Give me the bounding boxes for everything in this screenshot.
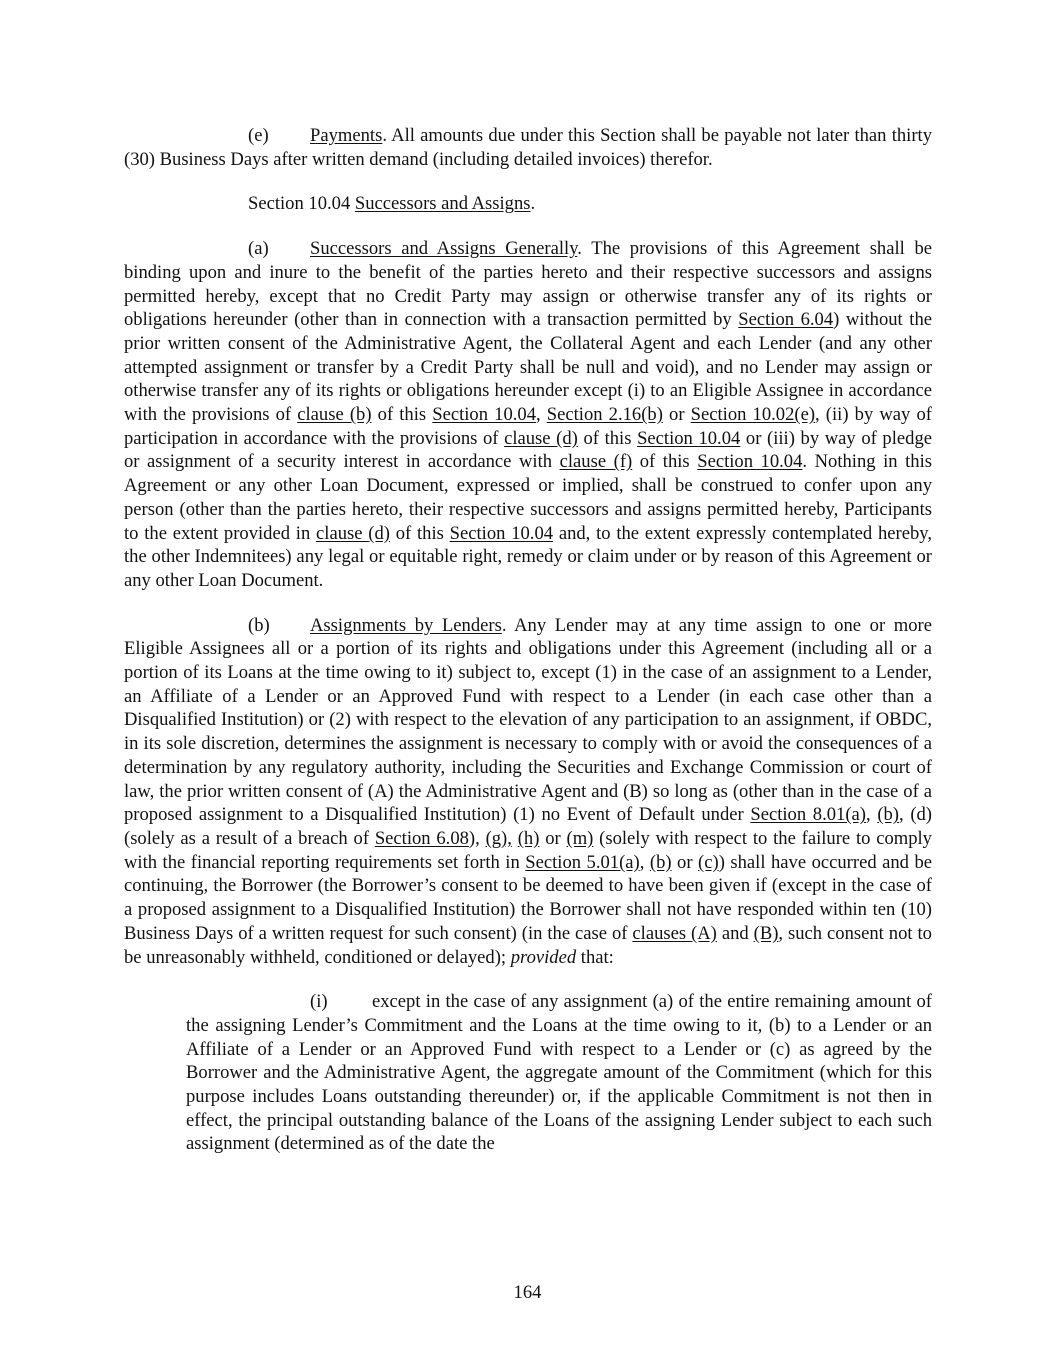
cross-reference: clauses (A) xyxy=(632,922,717,944)
cross-reference: (h) xyxy=(517,827,540,849)
paragraph-b: (b) Assignments by Lenders. Any Lender may at any time assign to one or more Eligible Assignees all or a portion of its rights and obligations under this Agreement (including all or a portion of its Loans at the time owing to it) subject to, except (1) in the case of an assignment to a Lender, an Affiliate of a Lender or an Approved Fund with respect to a Lender (in each case other than a Disqualified Institution) or (2) with respect to the elevation of any participation to an assignment, if OBDC, in its sole discretion, determines the assignment is necessary to comply with or avoid the consequences of a determination by any regulatory authority, including the Securities and Exchange Commission or court of law, the prior written consent of (A) the Administrative Agent and (B) so long as (other than in the case of a proposed assignment to a Disqualified Institution) (1) no Event of Default under Section 8.01(a), (b), (d) (solely as a result of a breach of Section 6.08), (g), (h) or (m) (solely with respect to the failure to comply with the financial reporting requirements set forth in Section 5.01(a), (b) or (c)) shall have occurred and be continuing, the Borrower (the Borrower’s consent to be deemed to have been given if (except in the case of a proposed assignment to a Disqualified Institution) the Borrower shall not have responded within ten (10) Business Days of a written request for such consent) (in the case of clauses (A) and (B), such consent not to be unreasonably withheld, conditioned or delayed); provided that: xyxy=(124,614,932,968)
page-number: 164 xyxy=(513,1282,542,1303)
paragraph-label: (i) xyxy=(310,991,328,1013)
cross-reference: (b) xyxy=(877,804,899,826)
subparagraph-i: (i) except in the case of any assignment (a) of the entire remaining amount of the assigning Lender’s Commitment and the Loans at the time owing to it, (b) to a Lender or an Affiliate of a Lender or an Approved Fund with respect to a Lender or (c) as agreed by the Borrower and the Administrative Agent, the aggregate amount of the Commitment (which for this purpose includes Loans outstanding thereunder) or, if the applicable Commitment is not then in effect, the principal outstanding balance of the Loans of the assigning Lender subject to each such assignment (determined as of the date the xyxy=(186,991,932,1155)
cross-reference: (B) xyxy=(753,922,779,944)
cross-reference: clause (d) xyxy=(504,427,578,449)
cross-reference: Section 10.04 xyxy=(432,404,536,426)
paragraph-label: (e) xyxy=(248,125,269,146)
cross-reference: Section 10.04 xyxy=(449,522,554,544)
paragraph-heading: Assignments by Lenders xyxy=(310,614,502,636)
cross-reference: clause (f) xyxy=(559,451,633,473)
cross-reference: (b) xyxy=(649,851,672,873)
cross-reference: (g), xyxy=(485,827,512,849)
subparagraph-block xyxy=(186,990,932,1156)
document-page xyxy=(124,124,932,1156)
cross-reference: Section 6.08 xyxy=(374,827,469,849)
paragraph-a: (a) Successors and Assigns Generally. The provisions of this Agreement shall be binding upon and inure to the benefit of the parties hereto and their respective successors and assigns permitted hereby, except that no Credit Party may assign or otherwise transfer any of its rights or obligations hereunder (other than in connection with a transaction permitted by Section 6.04) without the prior written consent of the Administrative Agent, the Collateral Agent and each Lender (and any other attempted assignment or transfer by a Credit Party shall be null and void), and no Lender may assign or otherwise transfer any of its rights or obligations hereunder except (i) to an Eligible Assignee in accordance with the provisions of clause (b) of this Section 10.04, Section 2.16(b) or Section 10.02(e), (ii) by way of participation in accordance with the provisions of clause (d) of this Section 10.04 or (iii) by way of pledge or assignment of a security interest in accordance with clause (f) of this Section 10.04. Nothing in this Agreement or any other Loan Document, expressed or implied, shall be construed to confer upon any person (other than the parties hereto, their respective successors and assigns permitted hereby, Participants to the extent provided in clause (d) of this Section 10.04 and, to the extent expressly contemplated hereby, the other Indemnitees) any legal or equitable right, remedy or claim under or by reason of this Agreement or any other Loan Document. xyxy=(124,238,932,591)
cross-reference: Section 5.01(a) xyxy=(525,851,640,873)
paragraph-e: (e) Payments. All amounts due under this Section shall be payable not later than thirty (30) Business Days after written demand (including detailed invoices) therefor. xyxy=(124,125,932,170)
proviso-term: provided xyxy=(510,946,577,968)
cross-reference: (c) xyxy=(698,851,719,873)
cross-reference: clause (d) xyxy=(316,522,390,544)
cross-reference: clause (b) xyxy=(297,404,372,426)
section-heading: Section 10.04 Successors and Assigns. xyxy=(248,193,536,215)
section-number: Section 10.04 xyxy=(248,193,355,215)
cross-reference: Section 10.04 xyxy=(697,451,803,473)
paragraph-label: (a) xyxy=(248,238,269,260)
paragraph-heading: Successors and Assigns Generally xyxy=(310,238,578,260)
paragraph-heading: Payments xyxy=(310,125,383,146)
cross-reference: (m) xyxy=(566,827,594,849)
cross-reference: Section 8.01(a) xyxy=(750,804,866,826)
cross-reference: Section 6.04 xyxy=(738,309,834,331)
section-title: Successors and Assigns xyxy=(354,193,531,215)
cross-reference: Section 10.04 xyxy=(637,427,741,449)
cross-reference: Section 2.16(b) xyxy=(546,404,663,426)
paragraph-label: (b) xyxy=(248,614,270,636)
cross-reference: Section 10.02(e) xyxy=(690,404,816,426)
